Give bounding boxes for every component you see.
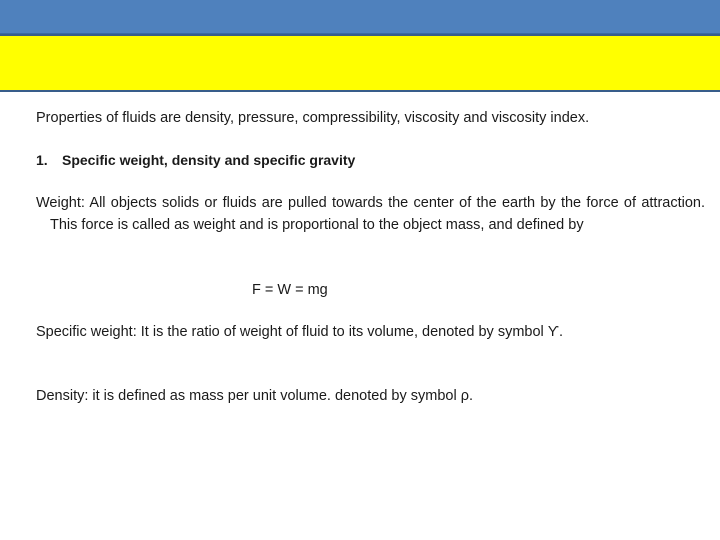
- specific-weight-definition: Specific weight: It is the ratio of weight of fluid to its volume, denoted by symbol ϒ.: [36, 324, 564, 340]
- heading-number: 1.: [36, 152, 48, 168]
- top-header-bar: [0, 0, 720, 34]
- density-definition: Density: it is defined as mass per unit volume. denoted by symbol ρ.: [36, 388, 474, 404]
- title-banner: [0, 34, 720, 92]
- intro-text: Properties of fluids are density, pressure, compressibility, viscosity and viscosity index.: [36, 110, 590, 126]
- heading-text: Specific weight, density and specific gravity: [62, 152, 356, 168]
- weight-formula: F = W = mg: [252, 282, 328, 298]
- section-heading: [36, 149, 696, 171]
- weight-definition: Weight: All objects solids or fluids are pulled towards the center of the earth by the force of attraction. This force is called as weight and is proportional to the object mass, and defined by: [36, 195, 705, 233]
